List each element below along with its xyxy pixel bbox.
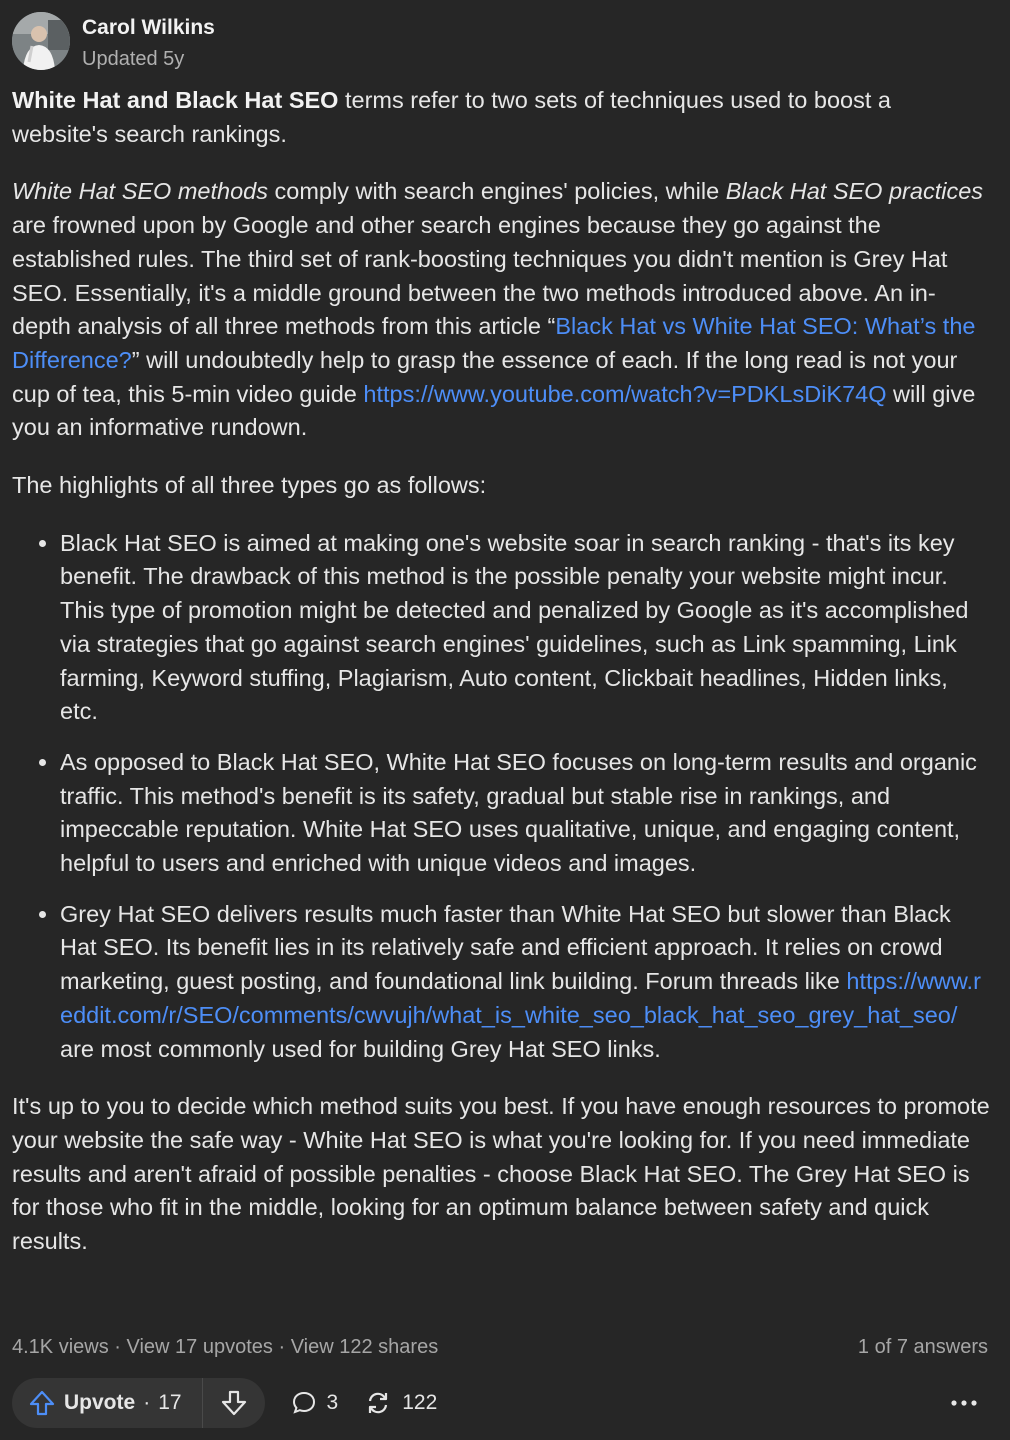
paragraph-methods: [12, 175, 992, 445]
list-item-grey-hat: [60, 898, 992, 1067]
comment-count: 3: [326, 1391, 339, 1414]
action-bar: [12, 1378, 988, 1428]
answer-position[interactable]: 1 of 7 answers: [857, 1336, 988, 1358]
updated-timestamp[interactable]: Updated 5y: [82, 48, 185, 70]
author-header: [12, 12, 215, 72]
share-count: 122: [402, 1391, 438, 1414]
view-upvotes-link[interactable]: View 17 upvotes: [126, 1336, 273, 1358]
paragraph-conclusion: It's up to you to decide which method suits you best. If you have enough resources to promote your website the safe way - White Hat SEO is what you're looking for. If you need immediate results and aren't afraid of possible penalties - choose Black Hat SEO. The Grey Hat SEO is for those who fit in the middle, looking for an optimum balance between safety and quick results.: [12, 1093, 990, 1255]
intro-bold-phrase: White Hat and Black Hat SEO: [12, 87, 339, 113]
avatar-photo-icon: [12, 12, 70, 70]
vote-pill: [12, 1378, 265, 1428]
share-loop-icon: [364, 1389, 392, 1417]
upvote-arrow-icon: [28, 1389, 56, 1417]
comment-bubble-icon: [291, 1390, 317, 1416]
methods-text-4: will give you an informative rundown.: [12, 380, 976, 441]
reddit-link[interactable]: https://www.reddit.com/r/SEO/comments/cwvujh/what_is_white_seo_black_hat_seo_grey_hat_seo/: [60, 968, 981, 1028]
black-hat-emphasis: Black Hat SEO practices: [725, 178, 984, 205]
list-item-white-hat: • As opposed to Black Hat SEO, White Hat SEO focuses on long-term results and organic traffic. This method's benefit is its safety, gradual but stable rise in rankings, and impeccable reputation. White Hat SEO uses qualitative, unique, and engaging content, helpful to users and enriched with unique videos and images.: [60, 746, 992, 881]
paragraph-highlights: The highlights of all three types go as follows:: [12, 472, 487, 499]
methods-text-2: are frowned upon by Google and other search engines because they go against the established rules. The third set of rank-boosting techniques you didn't mention is Grey Hat SEO. Essentially, it's a middle ground between the two methods introduced above. An in-depth analysis of all three methods from this article “: [12, 212, 948, 340]
grey-hat-text-2: are most commonly used for building Grey Hat SEO links.: [60, 1035, 661, 1062]
intro-text: terms refer to two sets of techniques used to boost a website's search rankings.: [12, 87, 891, 147]
white-hat-emphasis: White Hat SEO methods: [12, 178, 268, 205]
youtube-link[interactable]: https://www.youtube.com/watch?v=PDKLsDiK74Q: [363, 380, 887, 407]
downvote-arrow-icon: [220, 1389, 248, 1417]
methods-text-3: ” will undoubtedly help to grasp the essence of each. If the long read is not your cup of tea, this 5-min video guide: [12, 346, 958, 407]
downvote-button[interactable]: [203, 1378, 265, 1428]
more-options-button[interactable]: [950, 1398, 978, 1408]
upvote-count: 17: [158, 1391, 182, 1414]
stats-separator: ·: [108, 1336, 127, 1358]
highlights-list: [12, 527, 992, 1067]
paragraph-intro: [12, 84, 992, 151]
grey-hat-text-1: Grey Hat SEO delivers results much faster than White Hat SEO but slower than Black Hat SEO. Its benefit lies in its relatively safe and efficient approach. It relies on crowd marketing, guest posting, and foundational link building. Forum threads like: [60, 900, 951, 995]
author-name[interactable]: Carol Wilkins: [82, 16, 215, 39]
upvote-label: Upvote: [64, 1391, 136, 1414]
answer-body: [12, 84, 992, 1283]
list-item-black-hat: • Black Hat SEO is aimed at making one's website soar in search ranking - that's its key benefit. The drawback of this method is the possible penalty your website might incur. This type of promotion might be detected and penalized by Google as it's accomplished via strategies that go against search engines' guidelines, such as Link spamming, Link farming, Keyword stuffing, Plagiarism, Auto content, Clickbait headlines, Hidden links, etc.: [60, 527, 992, 729]
view-shares-link[interactable]: View 122 shares: [290, 1336, 439, 1358]
more-dots-icon: [950, 1398, 978, 1408]
views-count: 4.1K views: [12, 1336, 109, 1358]
upvote-button[interactable]: [12, 1378, 203, 1428]
upvote-separator: ·: [143, 1391, 151, 1414]
share-button[interactable]: [364, 1389, 437, 1417]
stats-separator: ·: [272, 1336, 291, 1358]
methods-text-1: comply with search engines' policies, while: [268, 178, 726, 205]
author-avatar[interactable]: [12, 12, 70, 70]
article-link[interactable]: Black Hat vs White Hat SEO: What’s the Difference?: [12, 313, 976, 373]
comment-button[interactable]: [291, 1390, 339, 1416]
answer-stats: [12, 1336, 988, 1359]
